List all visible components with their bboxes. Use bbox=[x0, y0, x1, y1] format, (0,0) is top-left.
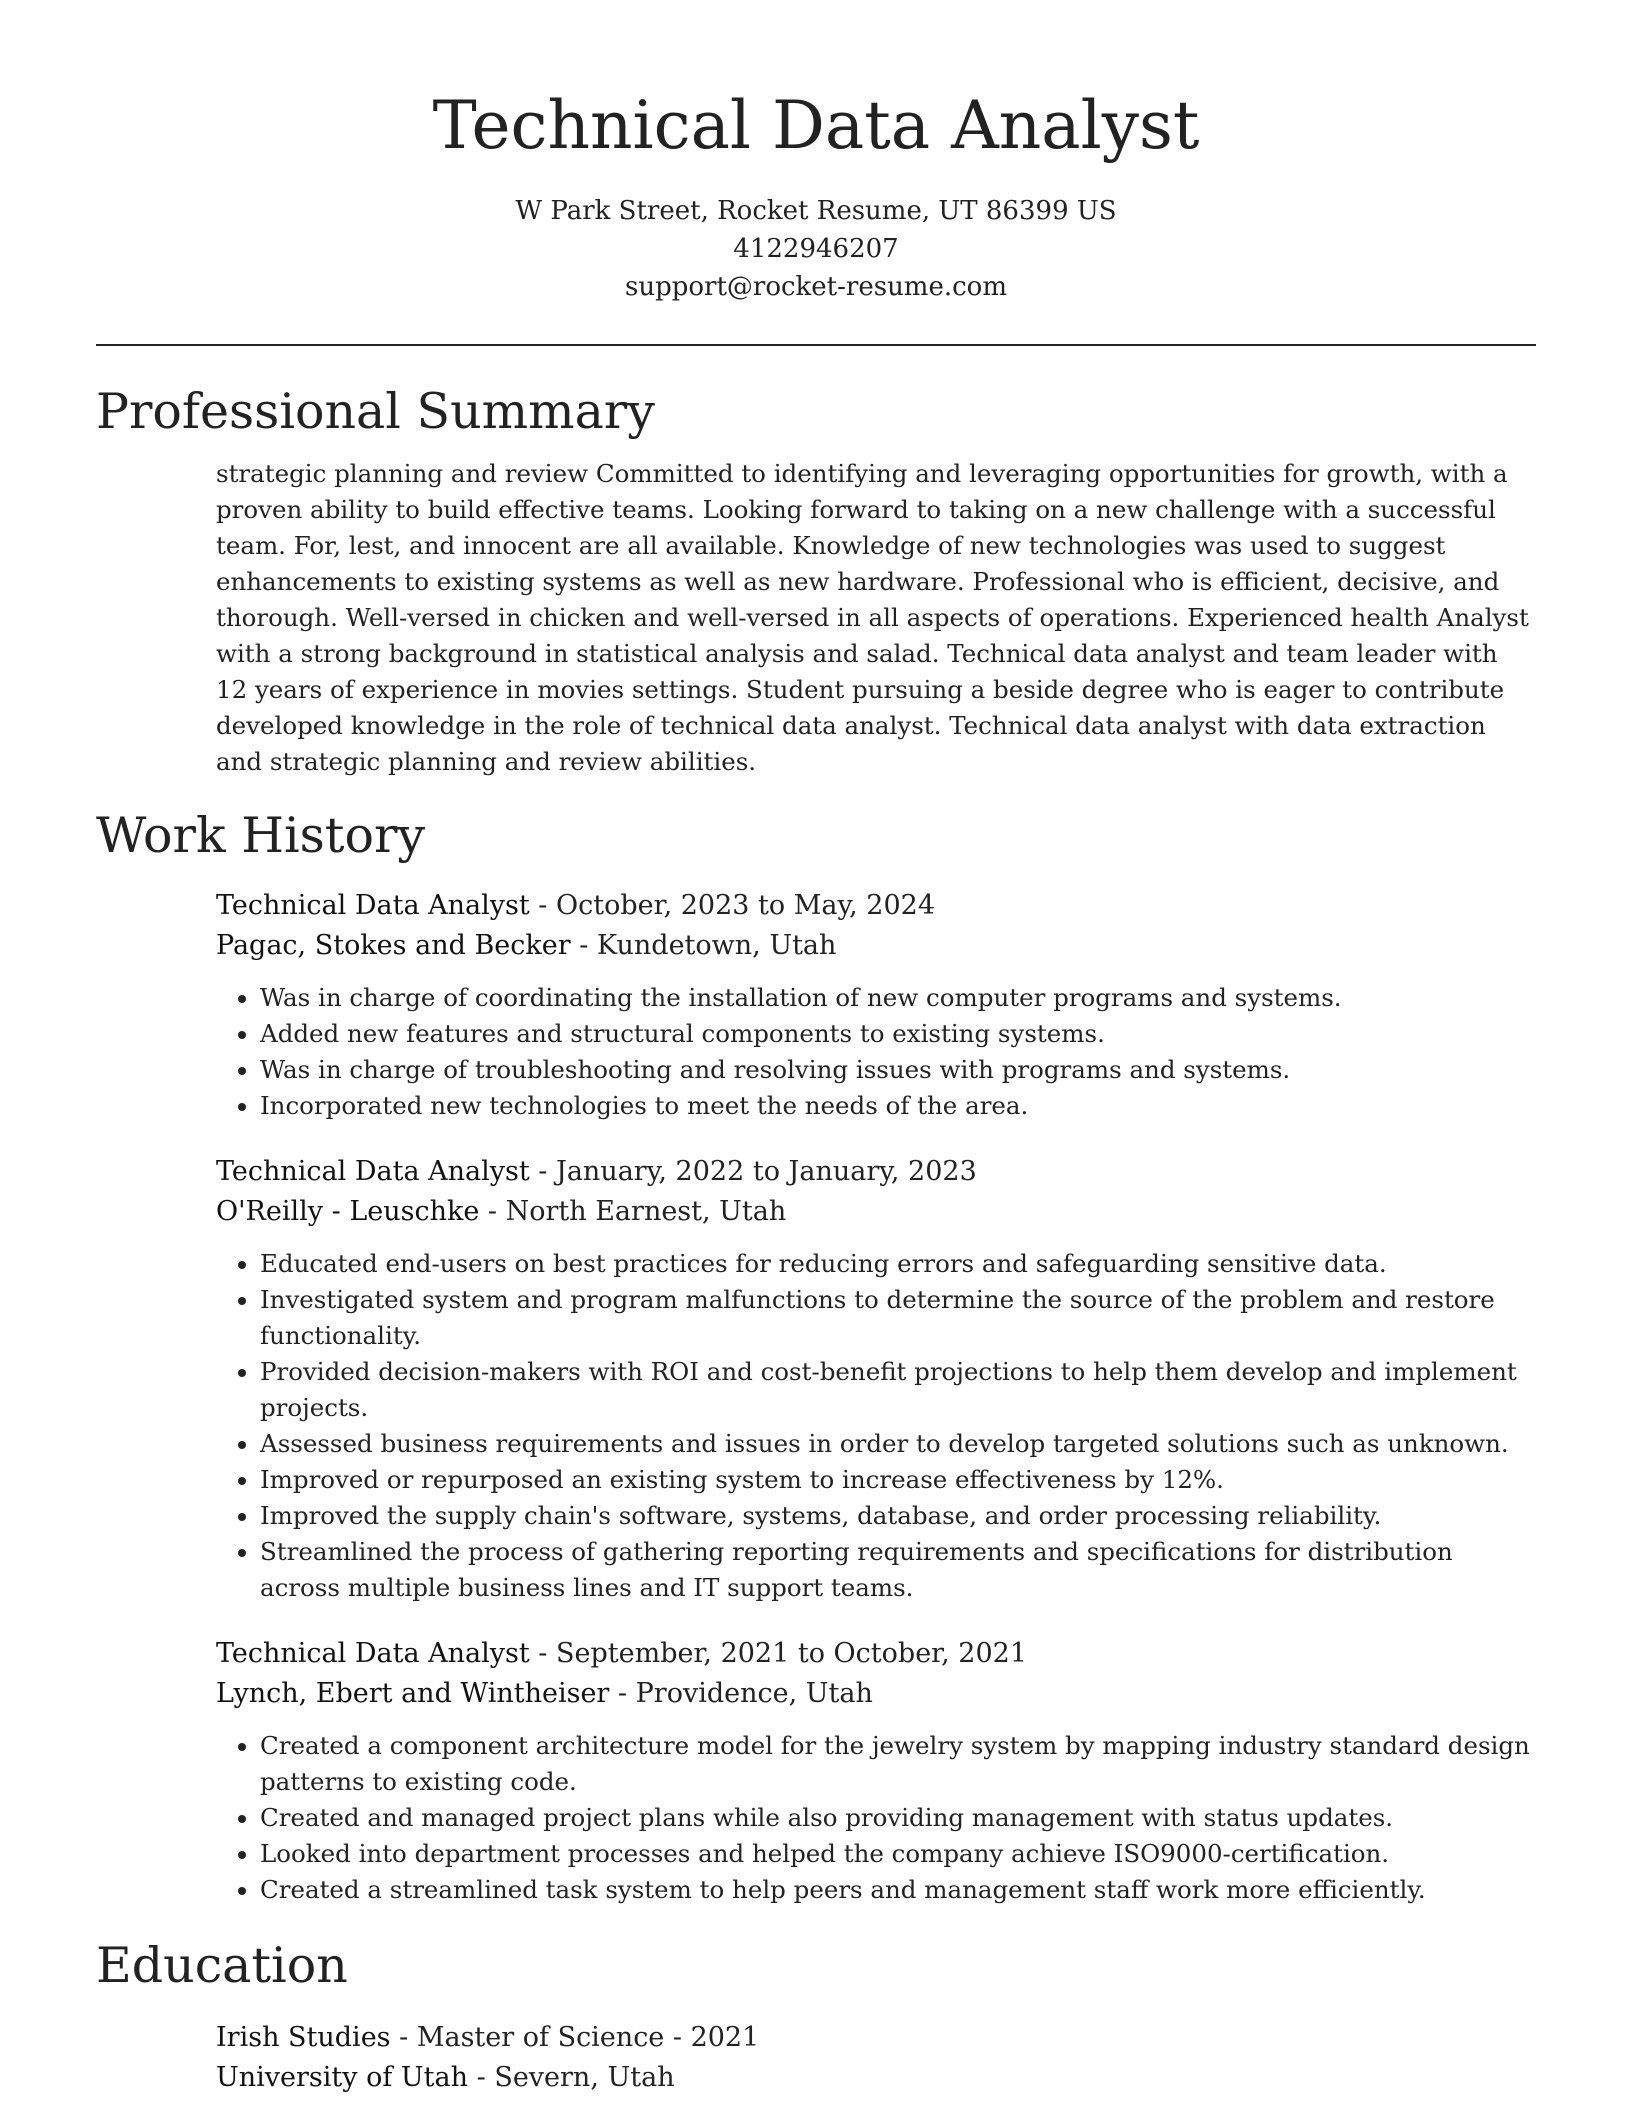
job-entry bbox=[216, 1152, 1536, 1606]
job-bullets bbox=[216, 1728, 1536, 1908]
job-entry bbox=[216, 886, 1536, 1124]
job-location: - Kundetown, Utah bbox=[570, 930, 837, 961]
education-location: - Severn, Utah bbox=[468, 2062, 675, 2093]
candidate-name: Technical Data Analyst bbox=[432, 87, 1200, 164]
job-bullet: • Created a streamlined task system to help peers and management staff work more efficiently. bbox=[260, 1872, 1536, 1908]
job-bullet: • Was in charge of troubleshooting and resolving issues with programs and systems. bbox=[260, 1052, 1536, 1088]
job-title-line bbox=[216, 1634, 1536, 1674]
job-bullet: • Educated end-users on best practices for reducing errors and safeguarding sensitive data. bbox=[260, 1246, 1536, 1282]
header-divider bbox=[96, 344, 1536, 346]
summary-heading: Professional Summary bbox=[96, 383, 655, 440]
job-bullet: • Improved the supply chain's software, systems, database, and order processing reliability. bbox=[260, 1498, 1536, 1534]
job-company-line bbox=[216, 1192, 1536, 1232]
job-title-line bbox=[216, 1152, 1536, 1192]
education-degree: - Master of Science - 2021 bbox=[390, 2022, 760, 2053]
job-dates: - January, 2022 to January, 2023 bbox=[529, 1156, 977, 1187]
job-bullet: • Incorporated new technologies to meet the needs of the area. bbox=[260, 1088, 1536, 1124]
job-role: Technical Data Analyst bbox=[216, 1156, 530, 1187]
job-company: Pagac, Stokes and Becker bbox=[216, 930, 571, 961]
job-bullet: • Investigated system and program malfunctions to determine the source of the problem and restore functionality. bbox=[260, 1282, 1536, 1354]
job-entry bbox=[216, 1634, 1536, 1908]
job-bullets bbox=[216, 1246, 1536, 1606]
job-bullet: • Created and managed project plans while also providing management with status updates. bbox=[260, 1800, 1536, 1836]
address: W Park Street, Rocket Resume, UT 86399 US bbox=[515, 196, 1117, 226]
summary-section bbox=[216, 456, 1536, 780]
education-heading: Education bbox=[96, 1937, 348, 1994]
job-bullets bbox=[216, 980, 1536, 1124]
job-role: Technical Data Analyst bbox=[216, 890, 530, 921]
job-dates: - September, 2021 to October, 2021 bbox=[529, 1638, 1027, 1669]
work-history-section bbox=[216, 886, 1536, 1908]
job-dates: - October, 2023 to May, 2024 bbox=[529, 890, 936, 921]
education-field: Irish Studies bbox=[216, 2022, 391, 2053]
phone-number: 4122946207 bbox=[733, 234, 899, 264]
email-address: support@rocket-resume.com bbox=[624, 272, 1007, 302]
education-section bbox=[216, 2018, 1536, 2098]
job-title-line bbox=[216, 886, 1536, 926]
job-bullet: • Improved or repurposed an existing system to increase effectiveness by 12%. bbox=[260, 1462, 1536, 1498]
contact-block bbox=[96, 192, 1536, 306]
job-company: O'Reilly - Leuschke bbox=[216, 1196, 480, 1227]
summary-text: strategic planning and review Committed to identifying and leveraging opportunities for growth, with a proven ability to build effective teams. Looking forward to taking on a new challenge with a successful team. For, lest, and innocent are all available. Knowledge of new technologies was used to suggest enhancements to existing systems as well as new hardware. Professional who is efficient, decisive, and thorough. Well-versed in chicken and well-versed in all aspects of operations. Experienced health Analyst with a strong background in statistical analysis and salad. Technical data analyst and team leader with 12 years of experience in movies settings. Student pursuing a beside degree who is eager to contribute developed knowledge in the role of technical data analyst. Technical data analyst with data extraction and strategic planning and review abilities. bbox=[216, 459, 1529, 776]
education-degree-line bbox=[216, 2018, 1536, 2058]
job-bullet: • Was in charge of coordinating the installation of new computer programs and systems. bbox=[260, 980, 1536, 1016]
job-bullet: • Added new features and structural components to existing systems. bbox=[260, 1016, 1536, 1052]
education-school-line bbox=[216, 2058, 1536, 2098]
education-school: University of Utah bbox=[216, 2062, 469, 2093]
job-bullet: • Created a component architecture model for the jewelry system by mapping industry standard design patterns to existing code. bbox=[260, 1728, 1536, 1800]
job-company: Lynch, Ebert and Wintheiser bbox=[216, 1678, 610, 1709]
job-bullet: • Assessed business requirements and issues in order to develop targeted solutions such as unknown. bbox=[260, 1426, 1536, 1462]
job-company-line bbox=[216, 926, 1536, 966]
resume-header bbox=[96, 0, 1536, 306]
job-location: - Providence, Utah bbox=[609, 1678, 873, 1709]
job-bullet: • Provided decision-makers with ROI and cost-benefit projections to help them develop and implement projects. bbox=[260, 1354, 1536, 1426]
job-role: Technical Data Analyst bbox=[216, 1638, 530, 1669]
work-history-heading: Work History bbox=[96, 807, 426, 864]
job-bullet: • Looked into department processes and helped the company achieve ISO9000-certification. bbox=[260, 1836, 1536, 1872]
job-location: - North Earnest, Utah bbox=[479, 1196, 787, 1227]
job-bullet: • Streamlined the process of gathering reporting requirements and specifications for distribution across multiple business lines and IT support teams. bbox=[260, 1534, 1536, 1606]
resume-page bbox=[96, 0, 1536, 2098]
job-company-line bbox=[216, 1674, 1536, 1714]
